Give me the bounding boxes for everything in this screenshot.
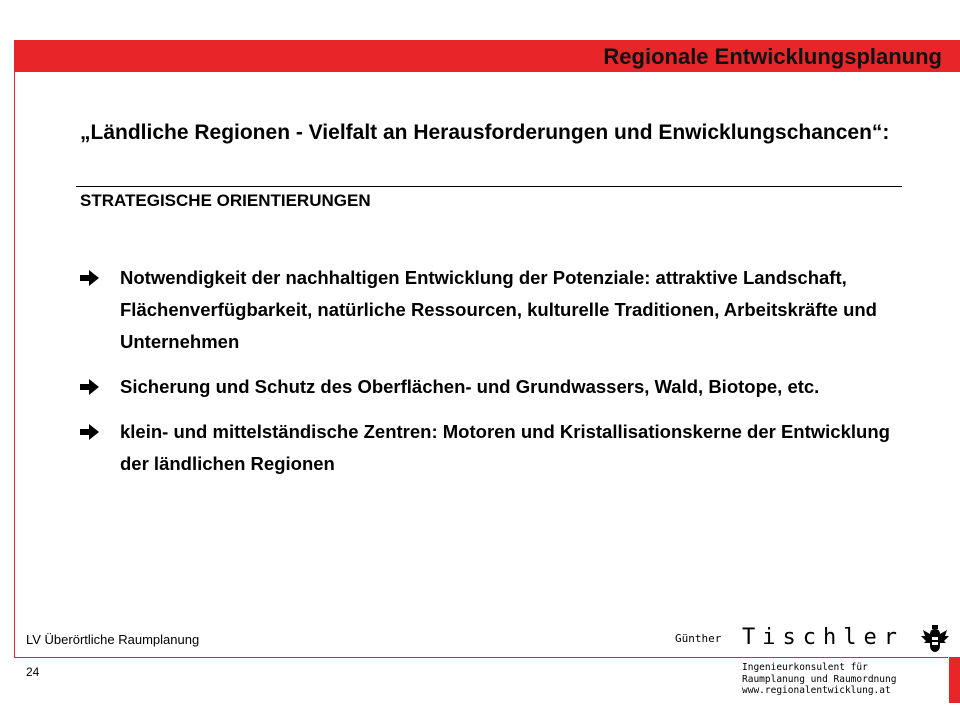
bullet-item [80,371,910,403]
austrian-eagle-icon [920,624,950,654]
frame-left-line [14,72,15,658]
header-bar [14,40,960,72]
course-label: LV Überörtliche Raumplanung [26,632,200,647]
company-line: Raumplanung und Raumordnung [742,673,897,685]
bullet-text: Sicherung und Schutz des Oberflächen- und Grundwassers, Wald, Biotope, etc. [120,376,820,397]
bullet-text: klein- und mittelständische Zentren: Motoren und Kristallisationskerne der Entwicklung der ländlichen Regionen [120,421,890,474]
header-title: Regionale Entwicklungsplanung [603,44,942,69]
slide-subheading: STRATEGISCHE ORIENTIERUNGEN [80,191,371,210]
author-firstname: Günther [675,632,722,645]
heading-divider [76,186,902,187]
page-number: 24 [26,665,40,679]
author-surname: Tischler [742,625,904,650]
company-line: Ingenieurkonsulent für [742,662,868,673]
slide-heading: „Ländliche Regionen - Vielfalt an Herausforderungen und Enwicklungschancen“: [80,121,890,144]
bullet-text: Notwendigkeit der nachhaltigen Entwicklung der Potenziale: attraktive Landschaft, Flächenverfügbarkeit, natürliche Ressourcen, kulturelle Traditionen, Arbeitskräfte und Unternehmen [120,267,877,352]
company-info [742,662,896,697]
frame-corner-block [949,657,960,703]
company-website: www.regionalentwicklung.at [742,685,891,696]
frame-bottom-line [14,657,948,658]
bullet-item [80,416,910,480]
right-arrow-icon [80,262,102,294]
right-arrow-icon [80,416,102,448]
bullet-item [80,262,910,358]
bullet-list [80,262,910,493]
right-arrow-icon [80,371,102,403]
